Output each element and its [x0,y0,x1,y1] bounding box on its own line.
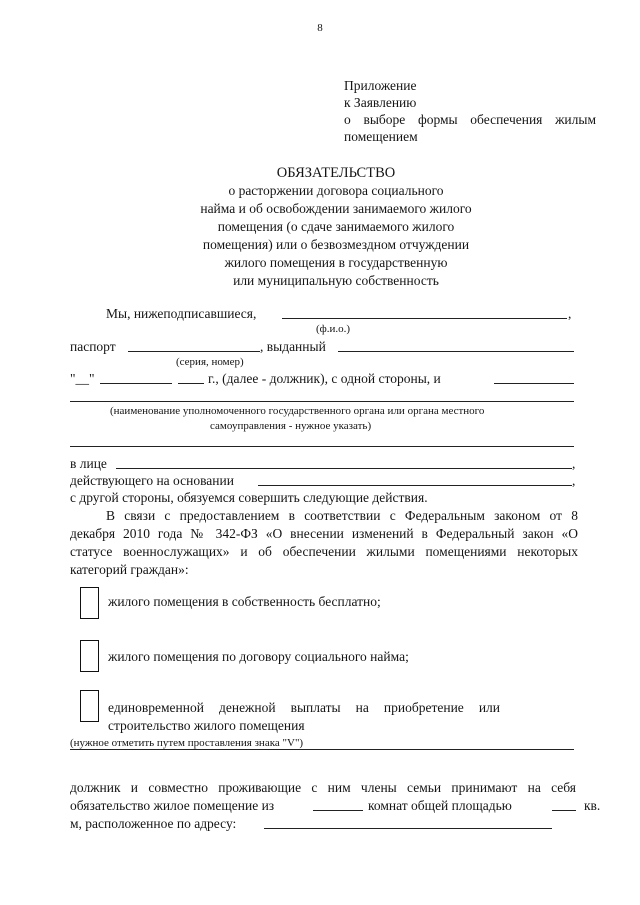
authority-hint-2: самоуправления - нужное указать) [210,420,372,432]
paragraph-line: декабря 2010 года № 342-ФЗ «О внесении изменений в Федеральный закон «О [70,526,578,541]
area-blank[interactable] [552,810,576,811]
option-checkbox-ownership[interactable] [80,587,99,619]
options-underline [70,749,574,750]
final-line-2c: кв. [584,798,601,813]
option-label-payment-2: строительство жилого помещения [108,718,305,733]
date-day: "__" [70,371,95,386]
acting-basis-label: действующего на основании [70,473,234,488]
authority-blank-2[interactable] [70,446,574,447]
in-person-blank[interactable] [116,468,572,469]
issued-by-blank[interactable] [338,351,574,352]
final-line-3: м, расположенное по адресу: [70,816,237,831]
in-person-label: в лице [70,456,107,471]
authority-blank-start[interactable] [494,383,574,384]
fio-hint: (ф.и.о.) [316,323,351,335]
subtitle-line: помещения (о сдаче занимаемого жилого [217,219,455,234]
subtitle-line: или муниципальную собственность [233,273,439,288]
option-label-payment-1: единовременной денежной выплаты на приобретение или [108,700,500,715]
passport-number-blank[interactable] [128,351,260,352]
comma: , [568,306,572,321]
acting-basis-blank[interactable] [258,485,572,486]
final-line-2b: комнат общей площадью [368,798,512,813]
authority-blank[interactable] [70,401,574,402]
debtor-text: г., (далее - должник), с одной стороны, и [208,371,441,386]
subtitle-line: о расторжении договора социального [228,183,444,198]
final-line-1: должник и совместно проживающие с ним члены семьи принимают на себя [70,780,576,795]
paragraph-line: В связи с предоставлением в соответствии с Федеральным законом от 8 [106,508,578,523]
page-number: 8 [317,22,323,34]
comma: , [572,456,576,471]
option-label-ownership: жилого помещения в собственность бесплатно; [108,594,381,609]
subtitle-line: помещения) или о безвозмездном отчуждении [202,237,470,252]
comma: , [572,473,576,488]
appendix-line-2: к Заявлению [344,95,417,110]
option-checkbox-payment[interactable] [80,690,99,722]
document-title: ОБЯЗАТЕЛЬСТВО [276,165,396,181]
appendix-line-4: помещением [344,129,418,144]
fio-blank[interactable] [282,318,567,319]
authority-hint-1: (наименование уполномоченного государственного органа или органа местного [110,405,485,417]
other-side-text: с другой стороны, обязуемся совершить следующие действия. [70,490,428,505]
options-hint: (нужное отметить путем проставления знака "V") [70,737,304,749]
option-checkbox-social-rent[interactable] [80,640,99,672]
rooms-count-blank[interactable] [313,810,363,811]
appendix-line-3: о выборе формы обеспечения жилым [344,112,596,127]
final-line-2a: обязательство жилое помещение из [70,798,275,813]
paragraph-line: категорий граждан»: [70,562,189,577]
option-label-social-rent: жилого помещения по договору социального найма; [108,649,409,664]
appendix-line-1: Приложение [344,78,417,93]
series-hint: (серия, номер) [176,356,244,368]
paragraph-line: статусе военнослужащих» и об обеспечении жилыми помещениями некоторых [70,544,578,559]
subtitle-line: найма и об освобождении занимаемого жилого [200,201,472,216]
issued-label: , выданный [260,339,326,354]
address-blank[interactable] [264,828,552,829]
we-undersigned-label: Мы, нижеподписавшиеся, [106,306,257,321]
subtitle-line: жилого помещения в государственную [224,255,448,270]
date-month-blank[interactable] [100,383,172,384]
date-year-blank[interactable] [178,383,204,384]
passport-label: паспорт [70,339,116,354]
